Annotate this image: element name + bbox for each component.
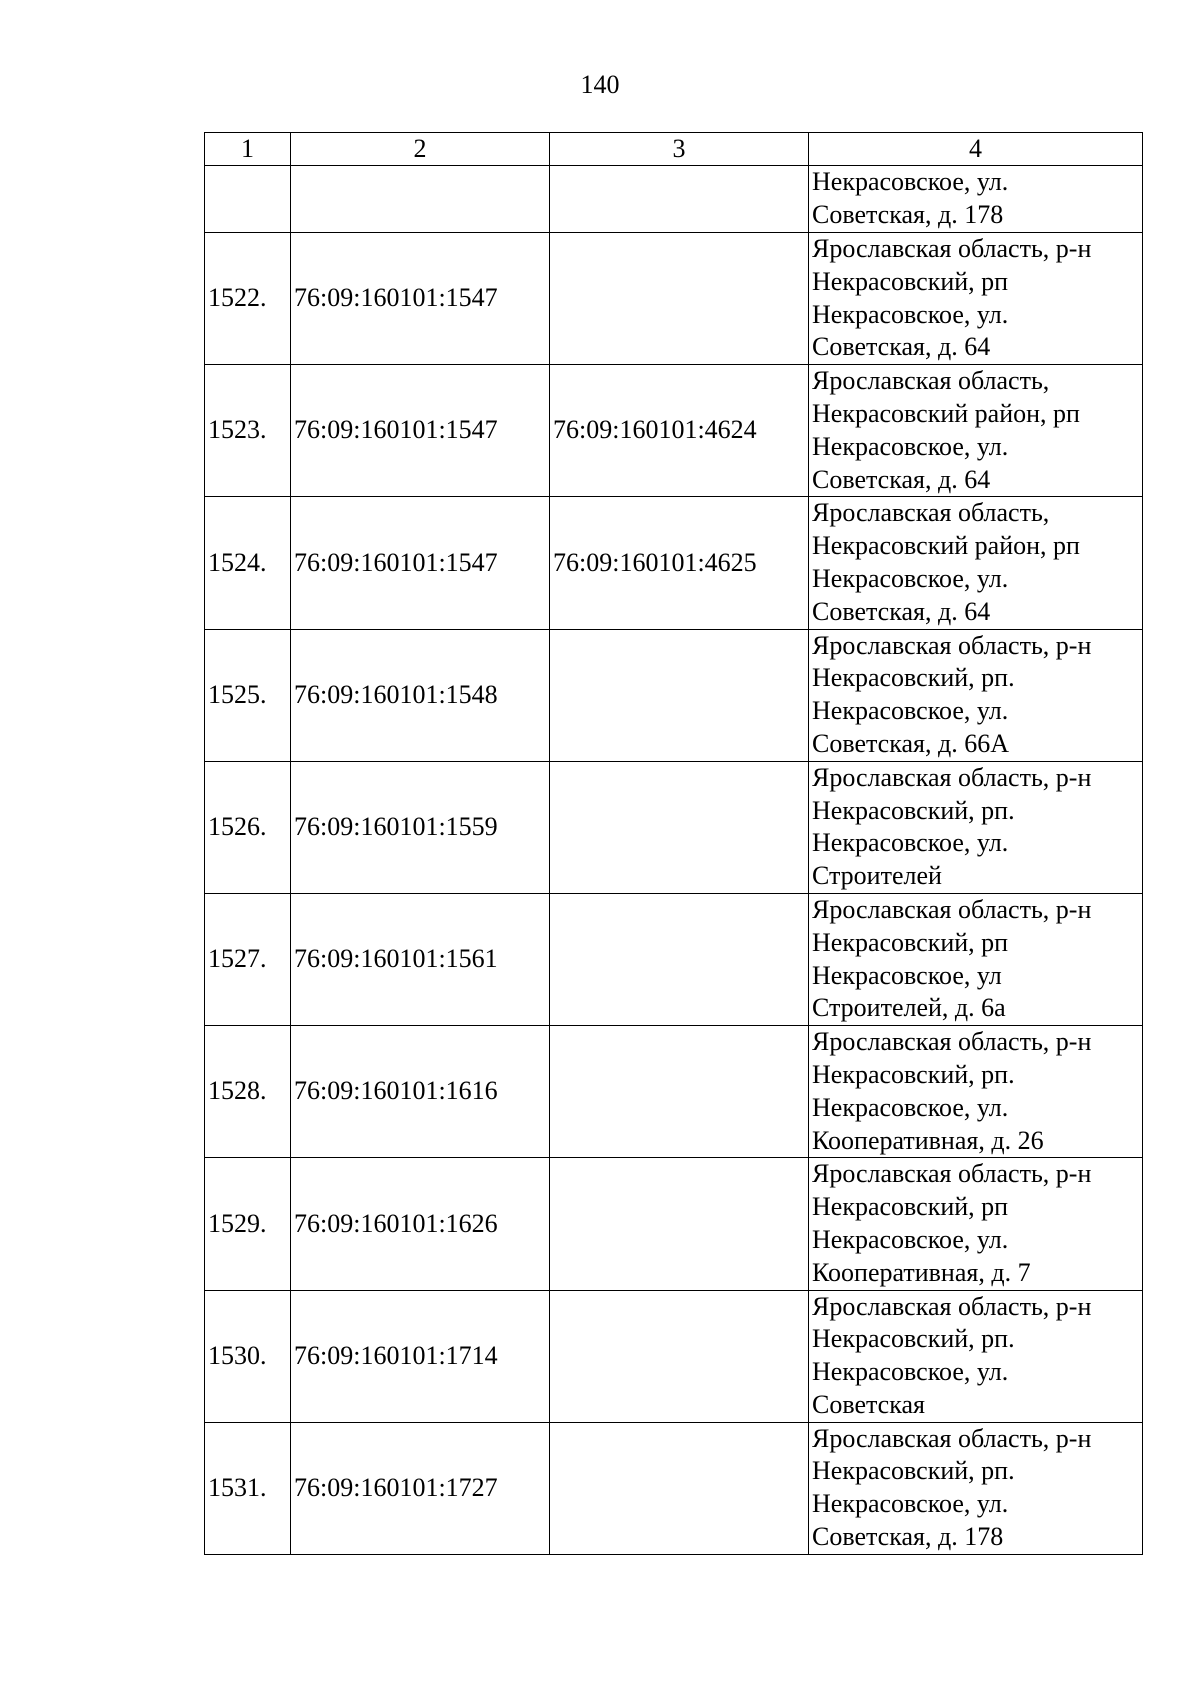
cadastral-child-cell	[550, 233, 809, 365]
row-number-cell: 1526.	[205, 761, 291, 893]
cadastral-parent-cell: 76:09:160101:1714	[291, 1290, 550, 1422]
table-row	[205, 1026, 1143, 1158]
cadastral-parent-cell: 76:09:160101:1547	[291, 233, 550, 365]
cadastral-child-cell	[550, 1422, 809, 1554]
cadastral-parent-cell: 76:09:160101:1626	[291, 1158, 550, 1290]
cadastral-parent-cell: 76:09:160101:1727	[291, 1422, 550, 1554]
cadastral-table	[204, 132, 1143, 1555]
row-number-cell: 1528.	[205, 1026, 291, 1158]
table-row	[205, 497, 1143, 629]
page-number: 140	[580, 70, 620, 99]
address-cell: Ярославская область, Некрасовский район, рп Некрасовское, ул. Советская, д. 64	[809, 497, 1143, 629]
address-cell: Ярославская область, р-н Некрасовский, рп Некрасовское, ул Строителей, д. 6а	[809, 893, 1143, 1025]
header-cell-4: 4	[809, 133, 1143, 166]
row-number-cell: 1525.	[205, 629, 291, 761]
address-cell: Ярославская область, Некрасовский район, рп Некрасовское, ул. Советская, д. 64	[809, 365, 1143, 497]
cadastral-child-cell: 76:09:160101:4624	[550, 365, 809, 497]
table-row	[205, 1422, 1143, 1554]
row-number-cell: 1524.	[205, 497, 291, 629]
address-cell: Ярославская область, р-н Некрасовский, рп. Некрасовское, ул. Кооперативная, д. 26	[809, 1026, 1143, 1158]
row-number-cell: 1531.	[205, 1422, 291, 1554]
table-row	[205, 1158, 1143, 1290]
address-cell: Ярославская область, р-н Некрасовский, рп. Некрасовское, ул. Советская, д. 66А	[809, 629, 1143, 761]
cadastral-parent-cell: 76:09:160101:1547	[291, 497, 550, 629]
cadastral-child-cell	[550, 1290, 809, 1422]
address-cell: Некрасовское, ул. Советская, д. 178	[809, 166, 1143, 233]
cadastral-child-cell	[550, 629, 809, 761]
row-number-cell: 1530.	[205, 1290, 291, 1422]
cadastral-parent-cell: 76:09:160101:1561	[291, 893, 550, 1025]
address-cell: Ярославская область, р-н Некрасовский, рп. Некрасовское, ул. Строителей	[809, 761, 1143, 893]
cadastral-child-cell	[550, 1026, 809, 1158]
table-row	[205, 629, 1143, 761]
cadastral-parent-cell: 76:09:160101:1616	[291, 1026, 550, 1158]
cadastral-child-cell	[550, 166, 809, 233]
header-cell-2: 2	[291, 133, 550, 166]
row-number-cell: 1523.	[205, 365, 291, 497]
table-row	[205, 893, 1143, 1025]
cadastral-child-cell	[550, 1158, 809, 1290]
table-row	[205, 761, 1143, 893]
row-number-cell	[205, 166, 291, 233]
address-cell: Ярославская область, р-н Некрасовский, рп Некрасовское, ул. Советская, д. 64	[809, 233, 1143, 365]
cadastral-parent-cell: 76:09:160101:1548	[291, 629, 550, 761]
table-row	[205, 365, 1143, 497]
address-cell: Ярославская область, р-н Некрасовский, рп. Некрасовское, ул. Советская, д. 178	[809, 1422, 1143, 1554]
header-cell-3: 3	[550, 133, 809, 166]
cadastral-parent-cell	[291, 166, 550, 233]
header-cell-1: 1	[205, 133, 291, 166]
header-row	[205, 133, 1143, 166]
row-number-cell: 1529.	[205, 1158, 291, 1290]
cadastral-child-cell	[550, 761, 809, 893]
address-cell: Ярославская область, р-н Некрасовский, рп Некрасовское, ул. Кооперативная, д. 7	[809, 1158, 1143, 1290]
cadastral-parent-cell: 76:09:160101:1547	[291, 365, 550, 497]
cadastral-child-cell: 76:09:160101:4625	[550, 497, 809, 629]
table-row	[205, 233, 1143, 365]
cadastral-child-cell	[550, 893, 809, 1025]
address-cell: Ярославская область, р-н Некрасовский, рп. Некрасовское, ул. Советская	[809, 1290, 1143, 1422]
cadastral-parent-cell: 76:09:160101:1559	[291, 761, 550, 893]
row-number-cell: 1522.	[205, 233, 291, 365]
table-row	[205, 1290, 1143, 1422]
row-number-cell: 1527.	[205, 893, 291, 1025]
continuation-row	[205, 166, 1143, 233]
